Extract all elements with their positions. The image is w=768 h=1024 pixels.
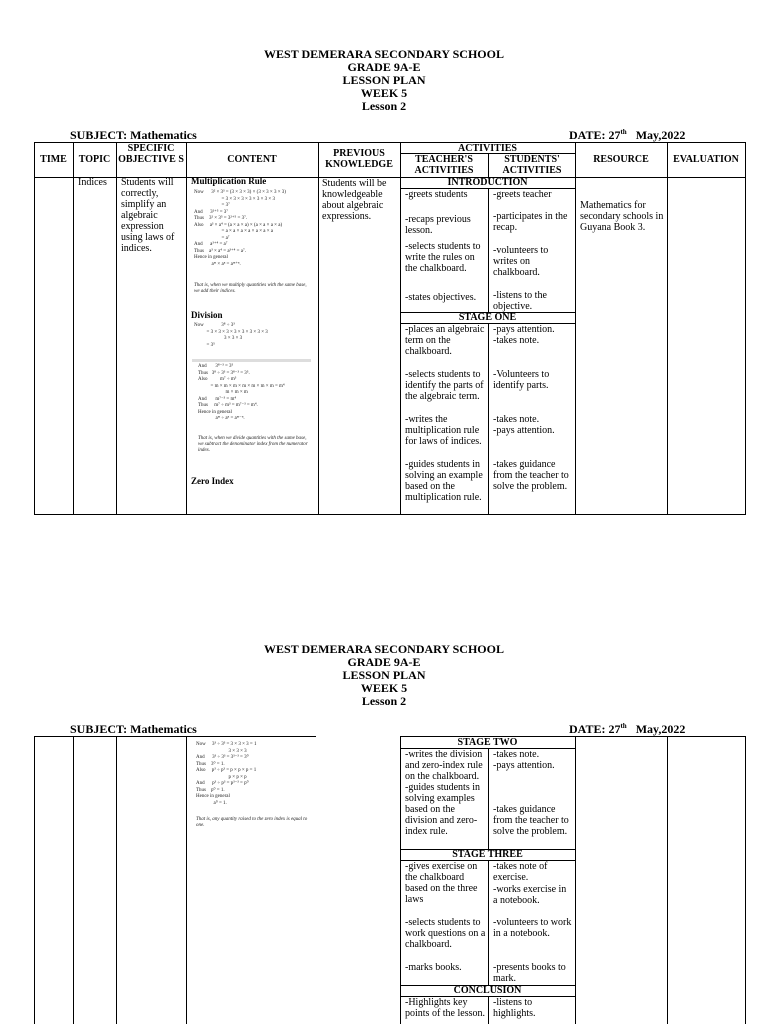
plan-title: LESSON PLAN (342, 73, 426, 87)
zero-note: That is, any quantity raised to the zero index is equal to one. (196, 817, 308, 828)
lesson: Lesson 2 (361, 99, 407, 113)
multiplication-math: Now 3² × 3³ = (3 × 3 × 3) × (3 × 3 × 3 × 3) = 3 × 3 × 3 × 3 × 3 × 3 × 3 = 3⁷ And 3²⁺⁵ = 3⁷ Thus 3² × 3⁵ = 3²⁺⁵ = 3⁷. Also a³ × a⁴ = (a × a × a) × (a × a × a × a) = a × a × a × a × a × a × a = a⁷ And a³⁺⁴ = a⁷ Thus a³ × a⁴ = a³⁺⁴ = a⁷. Hence in general aᵐ × aⁿ = aᵐ⁺ⁿ. (194, 190, 286, 267)
lesson: Lesson 2 (361, 694, 407, 708)
date-label (569, 128, 685, 143)
division-heading: Division (191, 310, 223, 320)
col-evaluation: EVALUATION (673, 154, 739, 165)
date-suffix: May,2022 (626, 128, 686, 142)
col-students: STUDENTS' ACTIVITIES (502, 154, 562, 176)
header-block-2 (0, 643, 768, 708)
intro-teacher-1: -greets students (405, 189, 468, 200)
multiplication-heading: Multiplication Rule (191, 176, 267, 186)
col-objectives: SPECIFIC OBJECTIVE S (118, 143, 184, 165)
subject-label-2: SUBJECT: Mathematics (70, 722, 197, 736)
date-sup: th (620, 722, 627, 730)
s2-student-3: -takes guidance from the teacher to solve the problem. (493, 804, 569, 837)
intro-student-2: -participates in the recap. (493, 211, 568, 233)
resource-cell: Mathematics for secondary schools in Guyana Book 3. (580, 200, 664, 233)
s2-teacher-1: -writes the division and zero-index rule on the chalkboard. (405, 749, 483, 782)
introduction-title: INTRODUCTION (447, 177, 528, 188)
zero-heading: Zero Index (191, 476, 234, 486)
s2-student-1: -takes note. (493, 749, 540, 760)
conclusion-teacher-1: -Highlights key points of the lesson. (405, 997, 485, 1019)
stage-two-title: STAGE TWO (457, 737, 518, 748)
intro-teacher-3: -selects students to write the rules on the chalkboard. (405, 241, 481, 274)
division-math-2: And 3⁸⁻³ = 3⁵ Thus 3⁸ ÷ 3³ = 3⁸⁻³ = 3⁵. Also m⁷ ÷ m³ = m × m × m × m × m × m × m = m⁴ m × m × m And m⁷⁻³ = m⁴ Thus m⁷ ÷ m³ = m⁷⁻³ = m⁴. Hence in general aᵐ ÷ aⁿ = aᵐ⁻ⁿ. (198, 364, 285, 421)
s1-student-6: -takes guidance from the teacher to solve the problem. (493, 459, 569, 492)
s1-student-3: -Volunteers to identify parts. (493, 369, 550, 391)
stage-one-title: STAGE ONE (458, 312, 517, 323)
intro-student-3: -volunteers to writes on chalkboard. (493, 245, 549, 278)
s1-student-4: -takes note. (493, 414, 540, 425)
multiplication-note: That is, when we multiply quantities with the same base, we add their indices. (194, 283, 307, 294)
col-activities: ACTIVITIES (458, 143, 517, 154)
division-math-1: Now 3⁸ ÷ 3³ = 3 × 3 × 3 × 3 × 3 × 3 × 3 × 3 3 × 3 × 3 = 3⁵ (194, 323, 268, 348)
s3-student-4: -presents books to mark. (493, 962, 566, 984)
stage-three-title: STAGE THREE (452, 849, 523, 860)
previous-cell: Students will be knowledgeable about algebraic expressions. (322, 178, 387, 222)
date-suffix: May,2022 (626, 722, 686, 736)
date-label-2 (569, 722, 685, 737)
s1-student-5: -pays attention. (493, 425, 555, 436)
objective-cell: Students will correctly, simplify an algebraic expression using laws of indices. (121, 177, 175, 254)
date-prefix: DATE: 27 (569, 128, 621, 142)
s3-teacher-3: -marks books. (405, 962, 462, 973)
school-name: WEST DEMERARA SECONDARY SCHOOL (264, 47, 504, 61)
s3-student-3: -volunteers to work in a notebook. (493, 917, 572, 939)
subject-label: SUBJECT: Mathematics (70, 128, 197, 142)
col-content: CONTENT (227, 154, 277, 165)
division-separator (192, 359, 311, 362)
topic-cell: Indices (78, 177, 107, 188)
grade: GRADE 9A-E (347, 60, 421, 74)
s2-teacher-2: -guides students in solving examples based on the division and zero-index rule. (405, 782, 480, 837)
date-prefix: DATE: 27 (569, 722, 621, 736)
zero-math: Now 3³ ÷ 3³ = 3 × 3 × 3 = 1 3 × 3 × 3 And 3³ ÷ 3³ = 3³⁻³ = 3⁰ Thus 3⁰ = 1. Also p³ ÷ p³ = p × p × p = 1 p × p × p And p³ ÷ p³ = p³⁻³ = p⁰ Thus p⁰ = 1. Hence in general a⁰ = 1. (196, 742, 257, 806)
s3-student-2: -works exercise in a notebook. (493, 884, 567, 906)
col-resource: RESOURCE (593, 154, 649, 165)
intro-teacher-4: -states objectives. (405, 292, 477, 303)
conclusion-student-1: -listens to highlights. (493, 997, 536, 1019)
week: WEEK 5 (360, 681, 408, 695)
division-note: That is, when we divide quantities with the same base, we subtract the denominator index from the numerator index. (198, 436, 308, 453)
s3-student-1: -takes note of exercise. (493, 861, 548, 883)
s1-teacher-2: -selects students to identify the parts of the algebraic term. (405, 369, 484, 402)
col-topic: TOPIC (78, 154, 111, 165)
s1-teacher-4: -guides students in solving an example based on the multiplication rule. (405, 459, 483, 503)
conclusion-title: CONCLUSION (453, 985, 522, 996)
intro-student-4: -listens to the objective. (493, 290, 547, 312)
intro-teacher-2: -recaps previous lesson. (405, 214, 471, 236)
week: WEEK 5 (360, 86, 408, 100)
s3-teacher-1: -gives exercise on the chalkboard based on the three laws (405, 861, 478, 905)
col-previous: PREVIOUS KNOWLEDGE (325, 148, 393, 170)
s3-teacher-2: -selects students to work questions on a chalkboard. (405, 917, 486, 950)
date-sup: th (620, 128, 627, 136)
col-time: TIME (40, 154, 67, 165)
s1-teacher-3: -writes the multiplication rule for laws of indices. (405, 414, 482, 447)
s1-teacher-1: -places an algebraic term on the chalkboard. (405, 324, 485, 357)
s1-student-1: -pays attention. (493, 324, 555, 335)
grade: GRADE 9A-E (347, 655, 421, 669)
col-teacher: TEACHER'S ACTIVITIES (414, 154, 474, 176)
s1-student-2: -takes note. (493, 335, 540, 346)
intro-student-1: -greets teacher (493, 189, 552, 200)
school-name: WEST DEMERARA SECONDARY SCHOOL (264, 642, 504, 656)
header-block (0, 48, 768, 113)
s2-student-2: -pays attention. (493, 760, 555, 771)
plan-title: LESSON PLAN (342, 668, 426, 682)
